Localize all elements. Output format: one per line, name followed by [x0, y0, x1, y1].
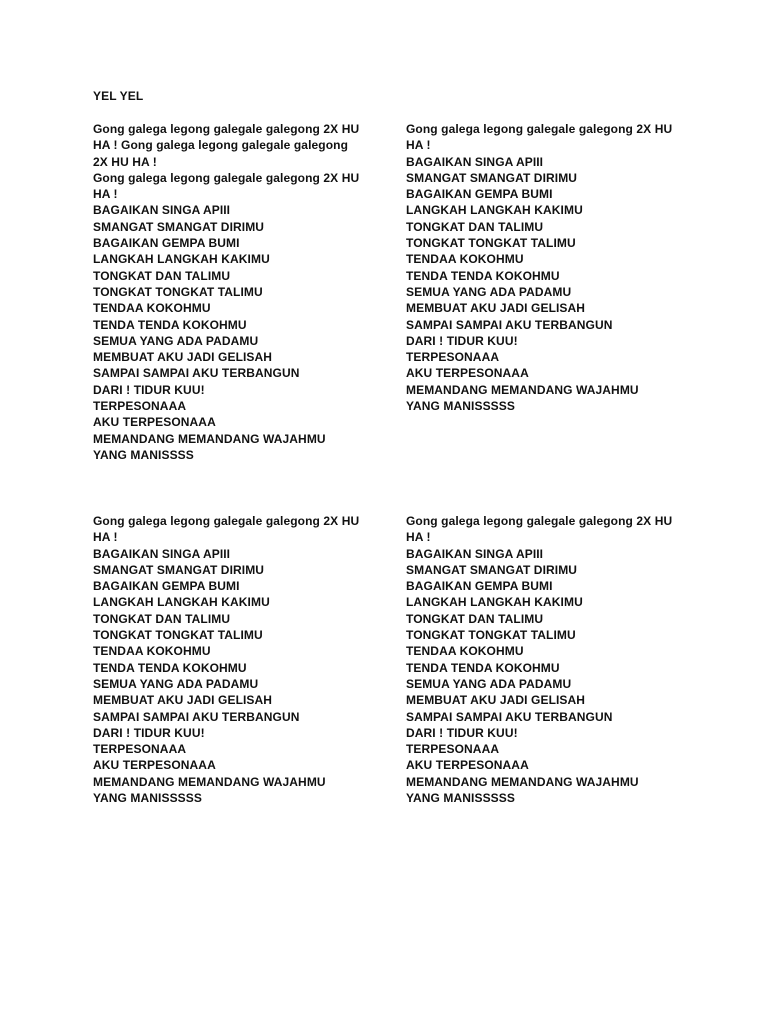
lyric-line: Gong galega legong galegale galegong 2X HU HA ! [406, 514, 673, 545]
lyric-line: YANG MANISSSS [93, 447, 194, 462]
lyric-line: TERPESONAAA [93, 742, 187, 757]
lyric-line: Gong galega legong galegale galegong 2X HU HA ! [93, 514, 360, 545]
lyric-line: LANGKAH LANGKAH KAKIMU [93, 252, 270, 267]
lyric-line: SAMPAI SAMPAI AKU TERBANGUN [93, 709, 300, 724]
lyric-line: BAGAIKAN SINGA APIII [406, 154, 544, 169]
lyric-line: MEMANDANG MEMANDANG WAJAHMU [93, 431, 326, 446]
lyric-line: MEMANDANG MEMANDANG WAJAHMU [93, 774, 326, 789]
lyric-line: TENDAA KOKOHMU [406, 644, 524, 659]
lyric-line: SEMUA YANG ADA PADAMU [406, 284, 572, 299]
lyric-line: Gong galega legong galegale galegong 2X HU HA ! [93, 170, 360, 202]
lyric-line: SMANGAT SMANGAT DIRIMU [406, 562, 578, 577]
lyric-line: TENDAA KOKOHMU [93, 644, 211, 659]
lyric-line: TENDAA KOKOHMU [406, 252, 524, 267]
lyrics-block-3 [93, 513, 361, 806]
lyric-line: DARI ! TIDUR KUU! [406, 333, 518, 348]
lyric-line: TONGKAT TONGKAT TALIMU [406, 628, 576, 643]
lyric-line: BAGAIKAN SINGA APIII [406, 546, 544, 561]
lyric-line: SAMPAI SAMPAI AKU TERBANGUN [93, 366, 300, 381]
lyric-line: TONGKAT TONGKAT TALIMU [93, 628, 263, 643]
lyric-line: SAMPAI SAMPAI AKU TERBANGUN [406, 709, 613, 724]
lyric-line: MEMBUAT AKU JADI GELISAH [406, 301, 586, 316]
lyric-line: TONGKAT DAN TALIMU [93, 268, 231, 283]
lyric-line: TERPESONAAA [93, 399, 187, 414]
lyric-line: TENDA TENDA KOKOHMU [406, 660, 560, 675]
lyric-line: BAGAIKAN GEMPA BUMI [406, 579, 553, 594]
lyric-line: TERPESONAAA [406, 350, 500, 365]
lyric-line: SMANGAT SMANGAT DIRIMU [93, 562, 265, 577]
lyric-line: TENDA TENDA KOKOHMU [406, 268, 560, 283]
lyric-line: MEMANDANG MEMANDANG WAJAHMU [406, 382, 639, 397]
lyrics-block-2 [406, 121, 674, 414]
lyric-line: TONGKAT DAN TALIMU [93, 611, 231, 626]
lyric-line: TONGKAT TONGKAT TALIMU [93, 284, 263, 299]
lyric-line: DARI ! TIDUR KUU! [93, 382, 205, 397]
lyric-line: LANGKAH LANGKAH KAKIMU [93, 595, 270, 610]
lyric-line: SEMUA YANG ADA PADAMU [93, 676, 259, 691]
lyric-line: SMANGAT SMANGAT DIRIMU [93, 219, 265, 234]
lyric-line: SEMUA YANG ADA PADAMU [406, 676, 572, 691]
lyric-line: BAGAIKAN SINGA APIII [93, 203, 231, 218]
lyric-line: TONGKAT TONGKAT TALIMU [406, 236, 576, 251]
lyric-line: LANGKAH LANGKAH KAKIMU [406, 595, 583, 610]
page-title: YEL YEL [93, 89, 144, 103]
lyric-line: MEMANDANG MEMANDANG WAJAHMU [406, 774, 639, 789]
lyric-line: BAGAIKAN GEMPA BUMI [93, 579, 240, 594]
lyrics-block-1 [93, 121, 361, 463]
lyric-line: BAGAIKAN GEMPA BUMI [406, 187, 553, 202]
lyric-line: BAGAIKAN GEMPA BUMI [93, 236, 240, 251]
lyric-line: TONGKAT DAN TALIMU [406, 219, 544, 234]
lyric-line: MEMBUAT AKU JADI GELISAH [93, 350, 273, 365]
lyric-line: AKU TERPESONAAA [406, 758, 529, 773]
lyric-line: LANGKAH LANGKAH KAKIMU [406, 203, 583, 218]
lyric-line: Gong galega legong galegale galegong 2X HU HA ! Gong galega legong galegale galegong 2X HU HA ! [93, 122, 360, 169]
lyric-line: SEMUA YANG ADA PADAMU [93, 333, 259, 348]
lyric-line: SAMPAI SAMPAI AKU TERBANGUN [406, 317, 613, 332]
lyric-line: MEMBUAT AKU JADI GELISAH [406, 693, 586, 708]
lyric-line: SMANGAT SMANGAT DIRIMU [406, 170, 578, 185]
lyric-line: TENDA TENDA KOKOHMU [93, 317, 247, 332]
lyrics-block-4 [406, 513, 674, 806]
lyric-line: YANG MANISSSSS [93, 791, 202, 806]
lyric-line: TENDA TENDA KOKOHMU [93, 660, 247, 675]
lyric-line: AKU TERPESONAAA [93, 758, 216, 773]
lyric-line: YANG MANISSSSS [406, 791, 515, 806]
lyric-line: AKU TERPESONAAA [93, 415, 216, 430]
lyric-line: BAGAIKAN SINGA APIII [93, 546, 231, 561]
lyric-line: DARI ! TIDUR KUU! [406, 725, 518, 740]
lyric-line: YANG MANISSSSS [406, 399, 515, 414]
lyric-line: TONGKAT DAN TALIMU [406, 611, 544, 626]
lyric-line: MEMBUAT AKU JADI GELISAH [93, 693, 273, 708]
lyric-line: TENDAA KOKOHMU [93, 301, 211, 316]
lyric-line: Gong galega legong galegale galegong 2X HU HA ! [406, 122, 673, 153]
lyric-line: AKU TERPESONAAA [406, 366, 529, 381]
lyric-line: TERPESONAAA [406, 742, 500, 757]
lyric-line: DARI ! TIDUR KUU! [93, 725, 205, 740]
